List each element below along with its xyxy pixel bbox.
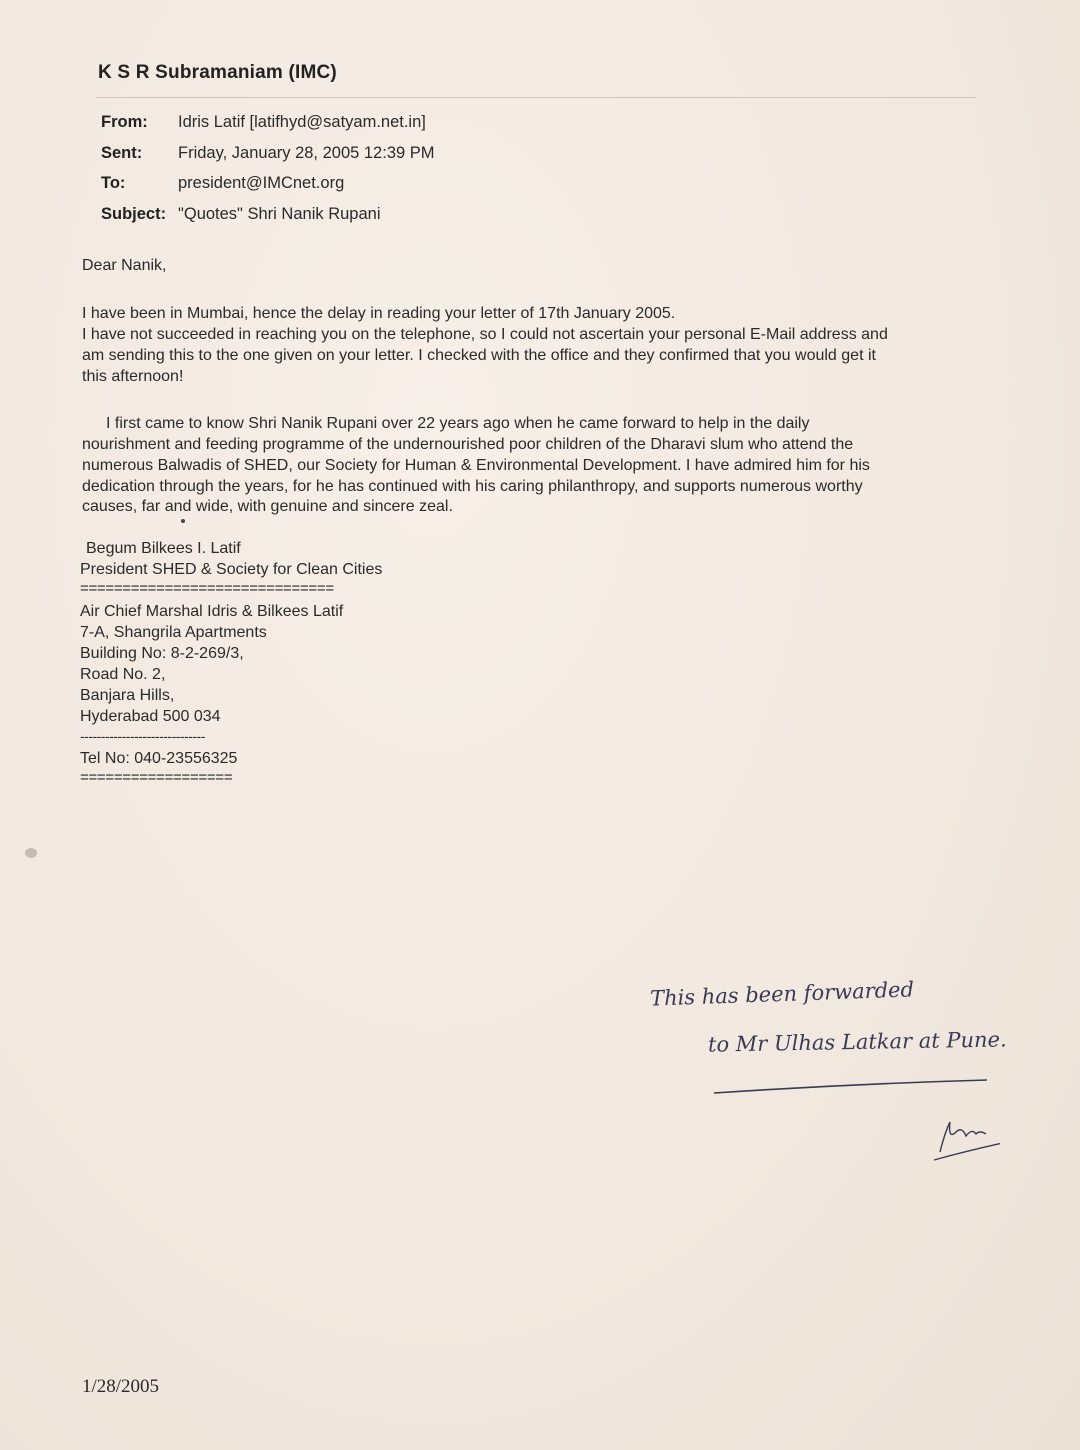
header-to-row: [101, 174, 344, 193]
address-line-1: Air Chief Marshal Idris & Bilkees Latif: [80, 603, 344, 620]
signature-separator-3: ==================: [80, 769, 233, 786]
print-date: 1/28/2005: [82, 1376, 160, 1397]
paragraph-2-line-2: nourishment and feeding programme of the undernourished poor children of the Dharavi slum who attend the: [82, 436, 854, 453]
paragraph-2-line-3: numerous Balwadis of SHED, our Society for Human & Environmental Development. I have admired him for his: [82, 457, 870, 474]
salutation: Dear Nanik,: [82, 257, 167, 274]
header-from-row: [101, 113, 426, 132]
address-line-3: Building No: 8-2-269/3,: [80, 645, 244, 662]
handwritten-underline-and-initials: [700, 1070, 1000, 1170]
subject-label: Subject:: [101, 205, 167, 223]
title-divider: [96, 97, 976, 98]
paragraph-2-line-1: I first came to know Shri Nanik Rupani over 22 years ago when he came forward to help in the daily: [106, 415, 810, 432]
paragraph-1-line-3: am sending this to the one given on your letter. I checked with the office and they confirmed that you would get it: [82, 347, 876, 364]
subject-value: "Quotes" Shri Nanik Rupani: [178, 205, 381, 223]
address-line-2: 7-A, Shangrila Apartments: [80, 624, 267, 641]
address-line-5: Banjara Hills,: [80, 687, 175, 704]
sent-label: Sent:: [101, 144, 143, 162]
from-label: From:: [101, 113, 148, 131]
to-value: president@IMCnet.org: [178, 174, 345, 192]
signature-name: Begum Bilkees I. Latif: [86, 540, 241, 557]
handwritten-note-line-1: This has been forwarded: [649, 977, 915, 1011]
handwritten-note-line-2: to Mr Ulhas Latkar at Pune.: [707, 1027, 1007, 1057]
handwritten-initials: [934, 1122, 1000, 1160]
paragraph-1-line-1: I have been in Mumbai, hence the delay in reading your letter of 17th January 2005.: [82, 305, 676, 322]
telephone: Tel No: 040-23556325: [80, 750, 238, 767]
paragraph-2-line-5: causes, far and wide, with genuine and sincere zeal.: [82, 498, 453, 515]
address-line-6: Hyderabad 500 034: [80, 708, 221, 725]
signature-separator-1: ==============================: [80, 580, 334, 597]
paragraph-1-line-2: I have not succeeded in reaching you on the telephone, so I could not ascertain your personal E-Mail address and: [82, 326, 888, 343]
sent-value: Friday, January 28, 2005 12:39 PM: [178, 144, 435, 162]
signature-separator-2: ------------------------------: [80, 728, 205, 744]
mailbox-owner-title: K S R Subramaniam (IMC): [98, 62, 337, 83]
address-line-4: Road No. 2,: [80, 666, 166, 683]
to-label: To:: [101, 174, 126, 192]
header-sent-row: [101, 144, 435, 163]
header-subject-row: [101, 205, 380, 224]
from-value: Idris Latif [latifhyd@satyam.net.in]: [178, 113, 426, 131]
signature-title: President SHED & Society for Clean Cities: [80, 561, 383, 578]
paper-speck: [181, 519, 185, 523]
paragraph-2-line-4: dedication through the years, for he has continued with his caring philanthropy, and supports numerous worthy: [82, 478, 863, 495]
paragraph-1-line-4: this afternoon!: [82, 368, 184, 385]
paper-speck: [25, 848, 37, 858]
handwritten-underline: [714, 1080, 987, 1093]
